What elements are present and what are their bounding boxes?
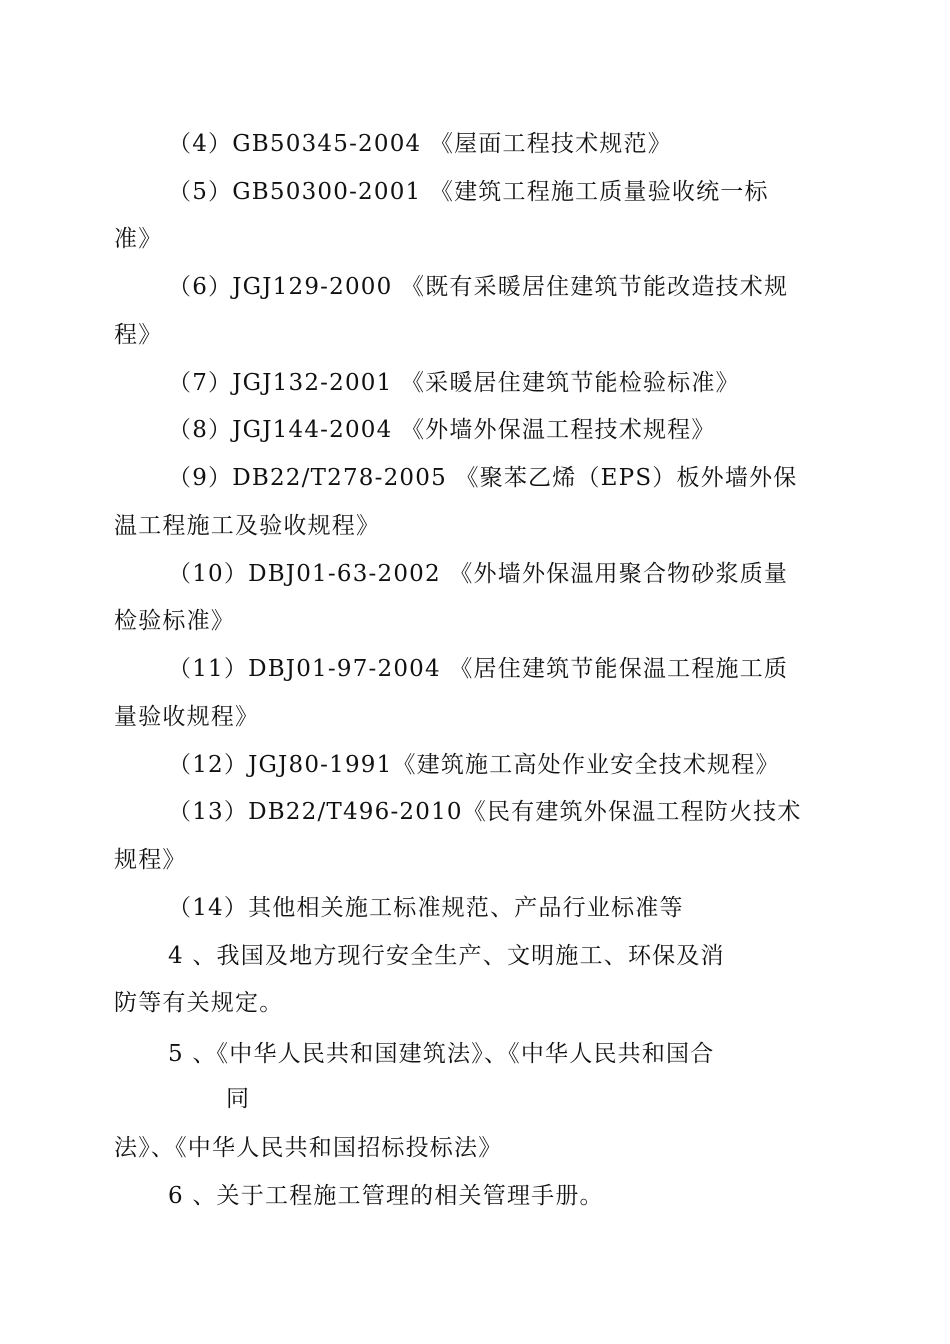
paragraph-line: 防等有关规定。 bbox=[114, 990, 284, 1016]
paragraph-line: 5 、《中华人民共和国建筑法》、《中华人民共和国合 bbox=[168, 1041, 715, 1067]
paragraph-line: （12）JGJ80-1991《建筑施工高处作业安全技术规程》 bbox=[168, 752, 780, 778]
paragraph-line: （14）其他相关施工标准规范、产品行业标准等 bbox=[168, 895, 684, 921]
paragraph-line: （6）JGJ129-2000 《既有采暖居住建筑节能改造技术规 bbox=[168, 274, 789, 300]
paragraph-line: 程》 bbox=[114, 322, 163, 348]
paragraph-line: （11）DBJ01-97-2004 《居住建筑节能保温工程施工质 bbox=[168, 656, 789, 682]
paragraph-line: 同 bbox=[226, 1086, 251, 1112]
paragraph-line: 法》、《中华人民共和国招标投标法》 bbox=[114, 1135, 503, 1161]
paragraph-line: （8）JGJ144-2004 《外墙外保温工程技术规程》 bbox=[168, 417, 716, 443]
paragraph-line: 规程》 bbox=[114, 847, 187, 873]
paragraph-line: （13）DB22/T496-2010《民有建筑外保温工程防火技术 bbox=[168, 799, 802, 825]
paragraph-line: （5）GB50300-2001 《建筑工程施工质量验收统一标 bbox=[168, 179, 769, 205]
paragraph-line: 4 、我国及地方现行安全生产、文明施工、环保及消 bbox=[168, 943, 725, 969]
paragraph-line: 6 、关于工程施工管理的相关管理手册。 bbox=[168, 1183, 604, 1209]
paragraph-line: 检验标准》 bbox=[114, 608, 235, 634]
paragraph-line: 准》 bbox=[114, 226, 163, 252]
paragraph-line: （7）JGJ132-2001 《采暖居住建筑节能检验标准》 bbox=[168, 370, 740, 396]
paragraph-line: （10）DBJ01-63-2002 《外墙外保温用聚合物砂浆质量 bbox=[168, 561, 789, 587]
paragraph-line: （9）DB22/T278-2005 《聚苯乙烯（EPS）板外墙外保 bbox=[168, 465, 798, 491]
paragraph-line: 量验收规程》 bbox=[114, 704, 260, 730]
paragraph-line: 温工程施工及验收规程》 bbox=[114, 513, 381, 539]
paragraph-line: （4）GB50345-2004 《屋面工程技术规范》 bbox=[168, 131, 672, 157]
